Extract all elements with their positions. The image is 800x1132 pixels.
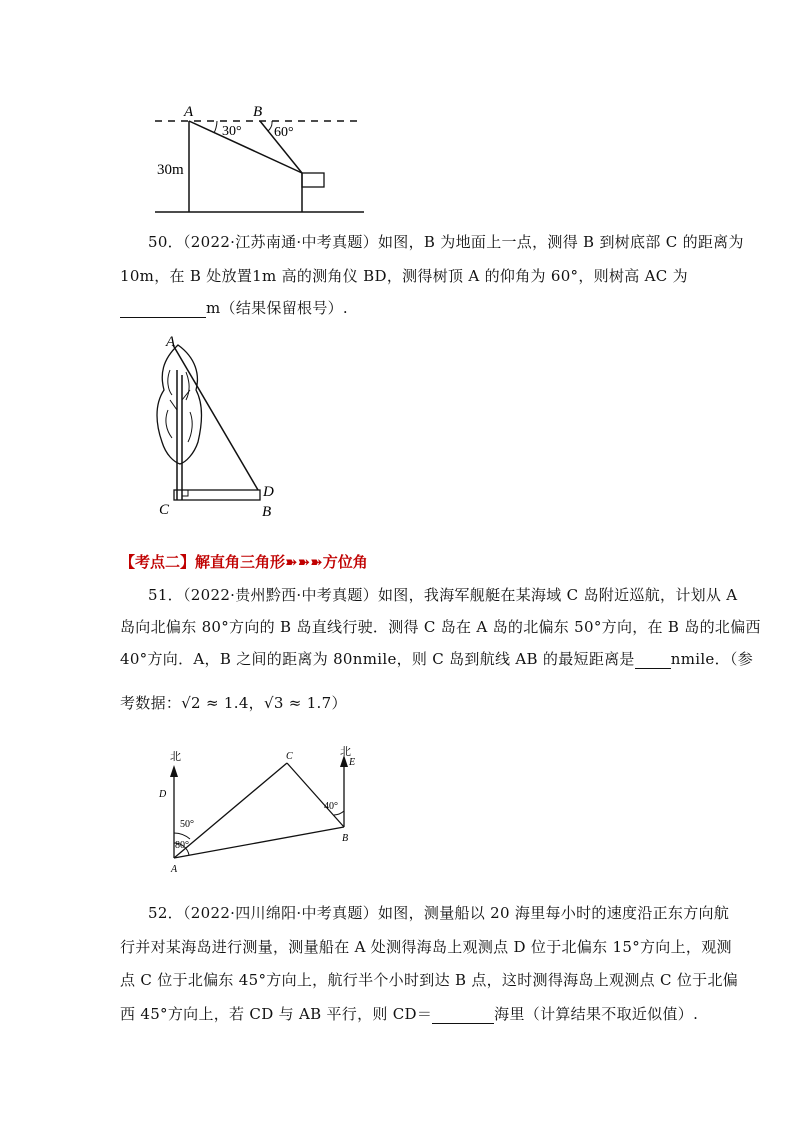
q51-line2: 岛向北偏东 80°方向的 B 岛直线行驶．测得 C 岛在 A 岛的北偏东 50°方向，在 B 岛的北偏西 — [120, 618, 761, 636]
q50-line3-text: m（结果保留根号）. — [206, 299, 348, 317]
q50-line1: 50．（2022·江苏南通·中考真题）如图，B 为地面上一点，测得 B 到树底部 C 的距离为 — [148, 233, 744, 251]
q51-line3-text: 40°方向．A，B 之间的距离为 80nmile，则 C 岛到航线 AB 的最短距离是 — [120, 650, 635, 668]
fig3-label-b: B — [342, 833, 349, 844]
q52-answer-blank[interactable] — [432, 1007, 494, 1024]
q51-line3 — [120, 649, 753, 669]
q51-sqrt3: √3 ≈ 1.7 — [263, 694, 332, 712]
q51-ref-suffix: ） — [331, 694, 347, 712]
q51-line4: 考数据：√2 ≈ 1.4，√3 ≈ 1.7） — [120, 694, 347, 712]
fig3-north-left: 北 — [170, 751, 181, 763]
fig2-label-b: B — [262, 504, 272, 520]
fig2-label-c: C — [159, 502, 170, 518]
fig3-label-c: C — [286, 751, 293, 762]
fig1-angle-60: 60° — [274, 125, 294, 140]
q50-line2: 10m，在 B 处放置1m 高的测角仪 BD，测得树顶 A 的仰角为 60°，则树高 AC 为 — [120, 267, 688, 285]
q51-answer-blank[interactable] — [635, 652, 671, 669]
section-title: 【考点二】解直角三角形➽➽➽方位角 — [120, 553, 368, 571]
figure-horizon-building — [150, 100, 370, 218]
fig1-height-label: 30m — [157, 162, 184, 178]
q51-line3-after: nmile．（参 — [670, 650, 753, 668]
q52-line1: 52．（2022·四川绵阳·中考真题）如图，测量船以 20 海里每小时的速度沿正东方向航 — [148, 904, 730, 922]
q51-line1: 51．（2022·贵州黔西·中考真题）如图，我海军舰艇在某海域 C 岛附近巡航，计划从 A — [148, 586, 738, 604]
fig3-label-d: D — [159, 789, 167, 800]
q52-line4-after: 海里（计算结果不取近似值）. — [494, 1005, 699, 1023]
fig2-label-a: A — [166, 334, 176, 350]
q50-answer-blank[interactable] — [120, 301, 206, 318]
q50-line3 — [120, 298, 348, 318]
fig3-label-a: A — [171, 864, 178, 875]
fig3-label-e: E — [349, 757, 356, 768]
figure-bearings — [150, 745, 370, 875]
q52-line2: 行并对某海岛进行测量，测量船在 A 处测得海岛上观测点 D 位于北偏东 15°方向上，观测 — [120, 938, 732, 956]
fig3-angle-80: 80° — [175, 840, 189, 851]
fig1-angle-30: 30° — [222, 124, 242, 139]
fig2-label-d: D — [263, 484, 274, 500]
q52-line4 — [120, 1004, 698, 1024]
fig3-angle-50: 50° — [180, 819, 194, 830]
q51-ref-prefix: 考数据： — [120, 694, 182, 712]
fig3-angle-40: 40° — [324, 801, 338, 812]
q52-line4-text: 西 45°方向上，若 CD 与 AB 平行，则 CD＝ — [120, 1005, 433, 1023]
fig1-label-a: A — [184, 104, 194, 120]
fig3-north-right: 北 — [340, 746, 351, 758]
q52-line3: 点 C 位于北偏东 45°方向上，航行半个小时到达 B 点，这时测得海岛上观测点 C 位于北偏 — [120, 971, 739, 989]
figure-tree — [150, 330, 290, 522]
fig1-label-b: B — [253, 104, 263, 120]
q51-sqrt2: √2 ≈ 1.4 — [181, 694, 249, 712]
